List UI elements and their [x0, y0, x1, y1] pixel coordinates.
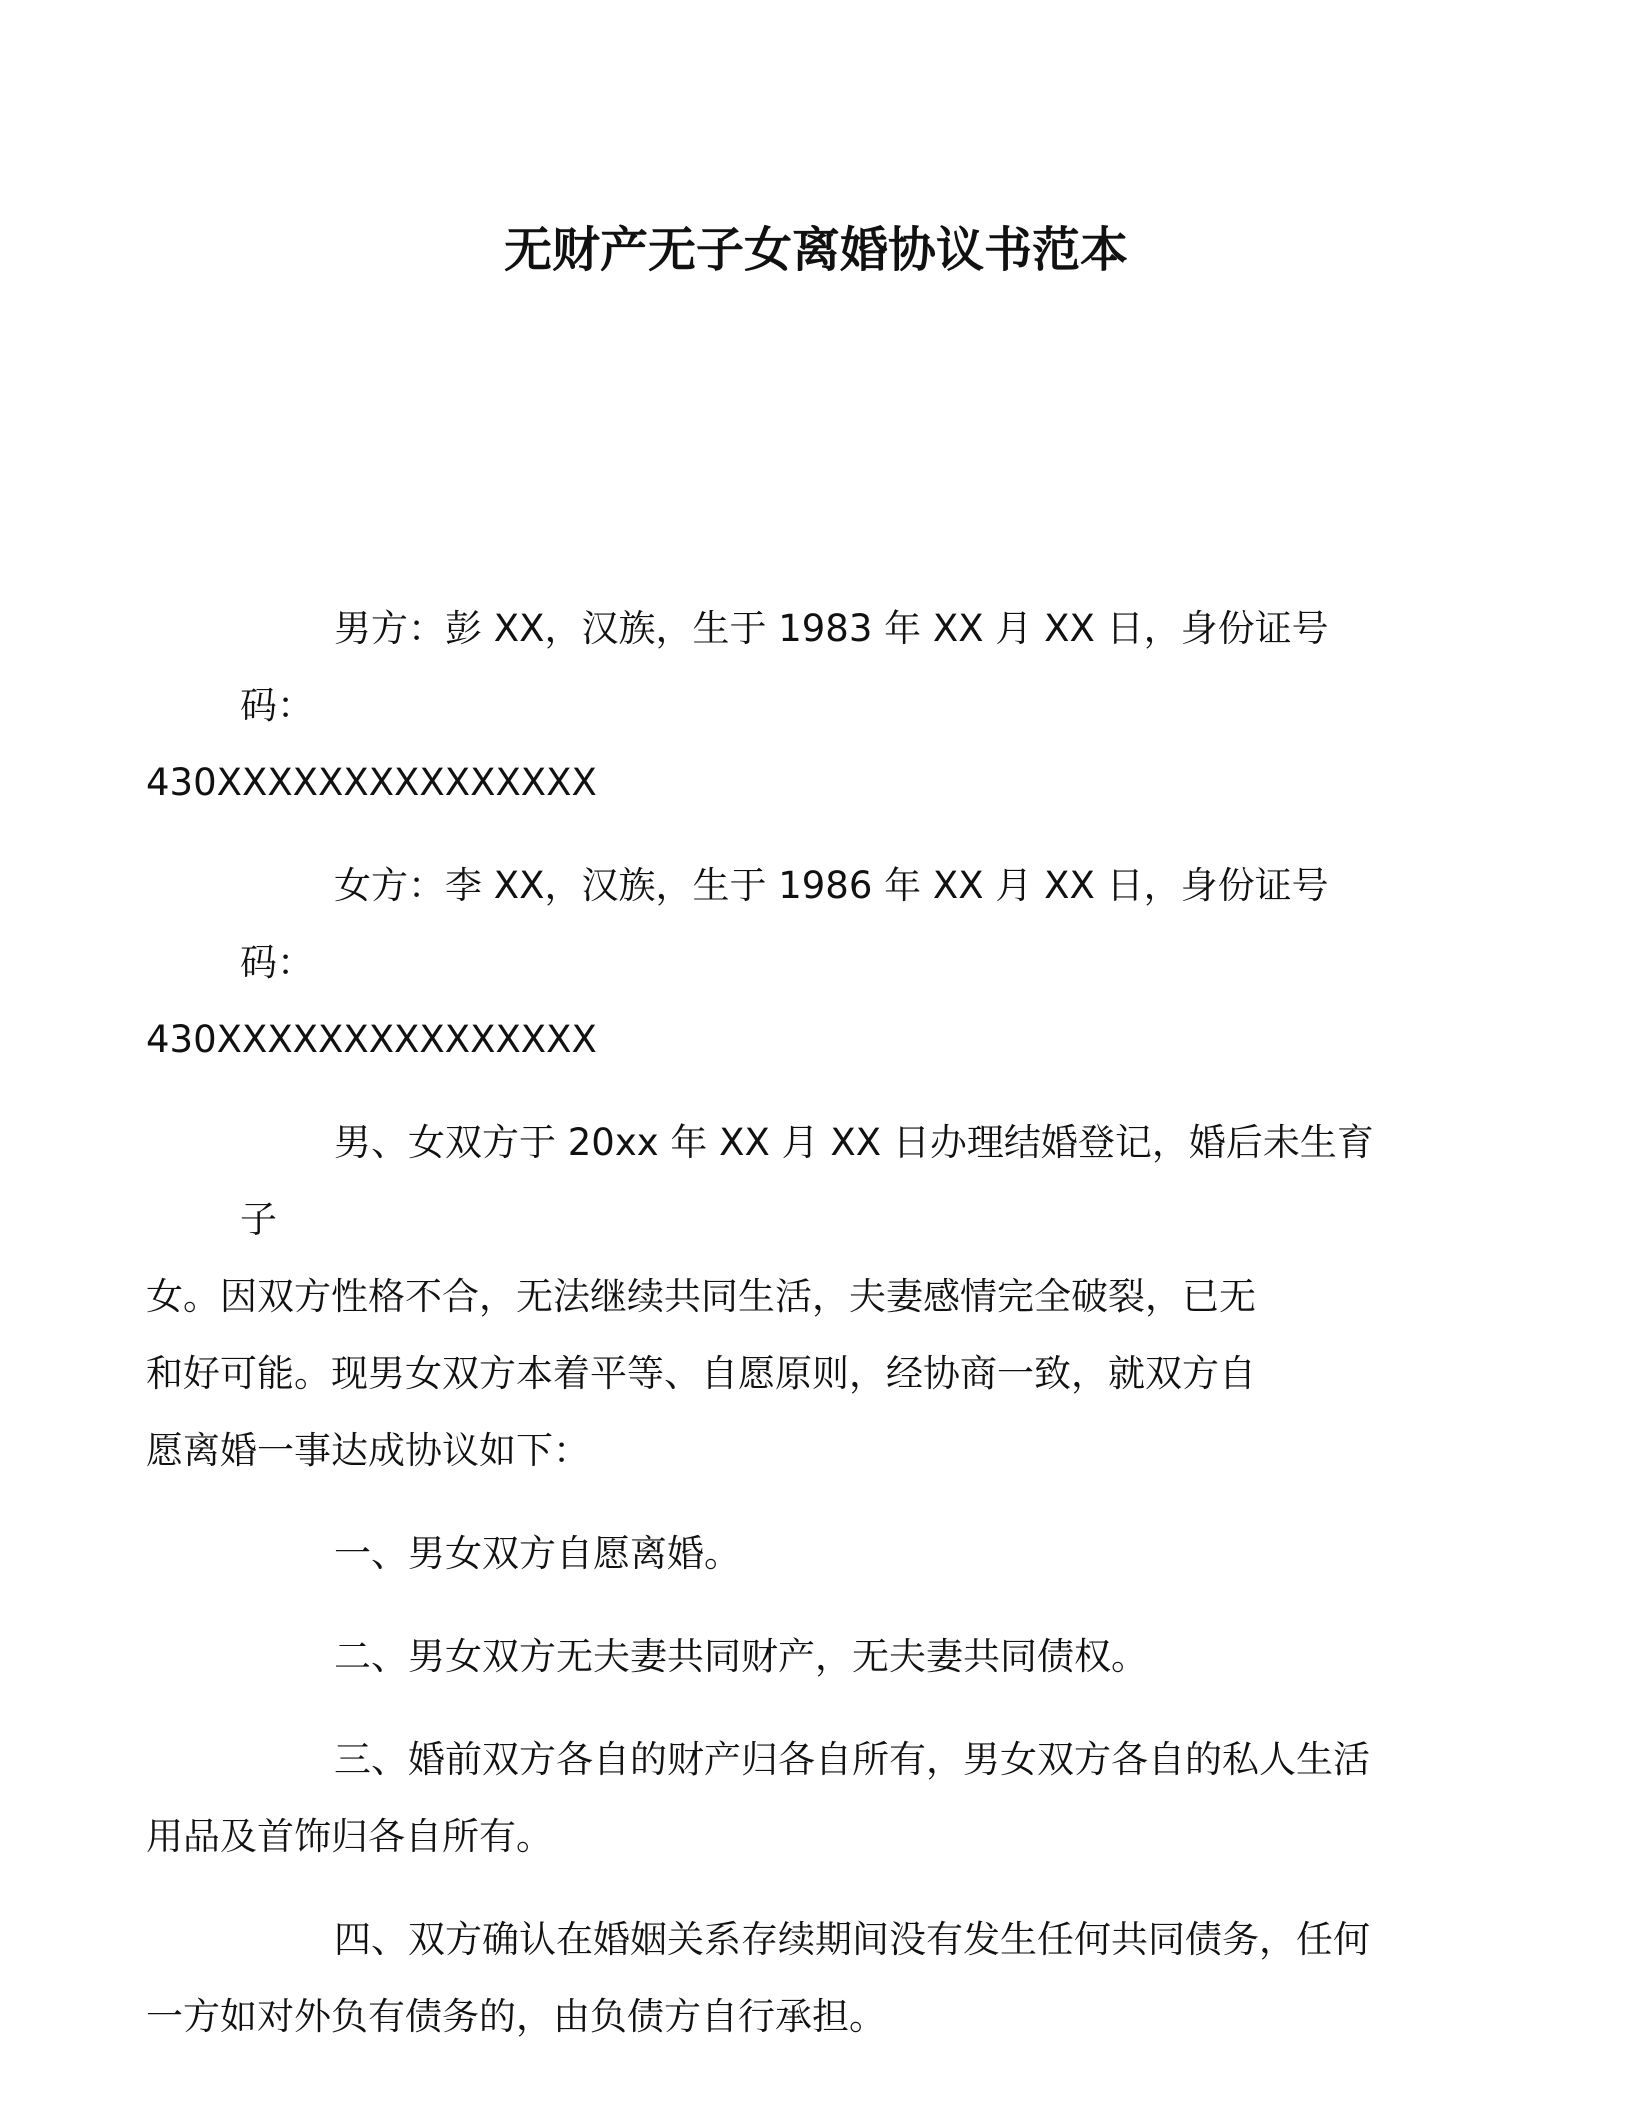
- paragraph-line: 用品及首饰归各自所有。: [146, 1815, 553, 1858]
- paragraph-line: 一方如对外负有债务的，由负债方自行承担。: [146, 1995, 886, 2038]
- paragraph-line: 男方：彭 XX，汉族，生于 1983 年 XX 月 XX 日，身份证号码：: [240, 607, 1329, 727]
- clause-two: [240, 1618, 1392, 1695]
- clause-one: [240, 1515, 1392, 1592]
- document-body: [146, 590, 1392, 2081]
- paragraph-line: 430XXXXXXXXXXXXXXX: [146, 761, 597, 804]
- paragraph-line: 430XXXXXXXXXXXXXXX: [146, 1018, 597, 1061]
- paragraph-line: 愿离婚一事达成协议如下：: [146, 1429, 590, 1472]
- clause-four: [146, 1901, 1392, 2055]
- document-title: 无财产无子女离婚协议书范本: [503, 222, 1128, 278]
- paragraph-line: 三、婚前双方各自的财产归各自所有，男女双方各自的私人生活: [334, 1738, 1370, 1781]
- paragraph-line: 女方：李 XX，汉族，生于 1986 年 XX 月 XX 日，身份证号码：: [240, 864, 1329, 984]
- paragraph-female-party: [146, 847, 1392, 1078]
- paragraph-line: 二、男女双方无夫妻共同财产，无夫妻共同债权。: [334, 1635, 1148, 1678]
- paragraph-line: 男、女双方于 20xx 年 XX 月 XX 日办理结婚登记，婚后未生育子: [240, 1121, 1374, 1241]
- paragraph-line: 一、男女双方自愿离婚。: [334, 1532, 741, 1575]
- paragraph-line: 和好可能。现男女双方本着平等、自愿原则，经协商一致，就双方自: [146, 1352, 1256, 1395]
- paragraph-line: 四、双方确认在婚姻关系存续期间没有发生任何共同债务，任何: [334, 1918, 1370, 1961]
- clause-three: [146, 1721, 1392, 1875]
- paragraph-male-party: [146, 590, 1392, 821]
- paragraph-marriage-background: [146, 1104, 1392, 1489]
- paragraph-line: 女。因双方性格不合，无法继续共同生活，夫妻感情完全破裂，已无: [146, 1275, 1256, 1318]
